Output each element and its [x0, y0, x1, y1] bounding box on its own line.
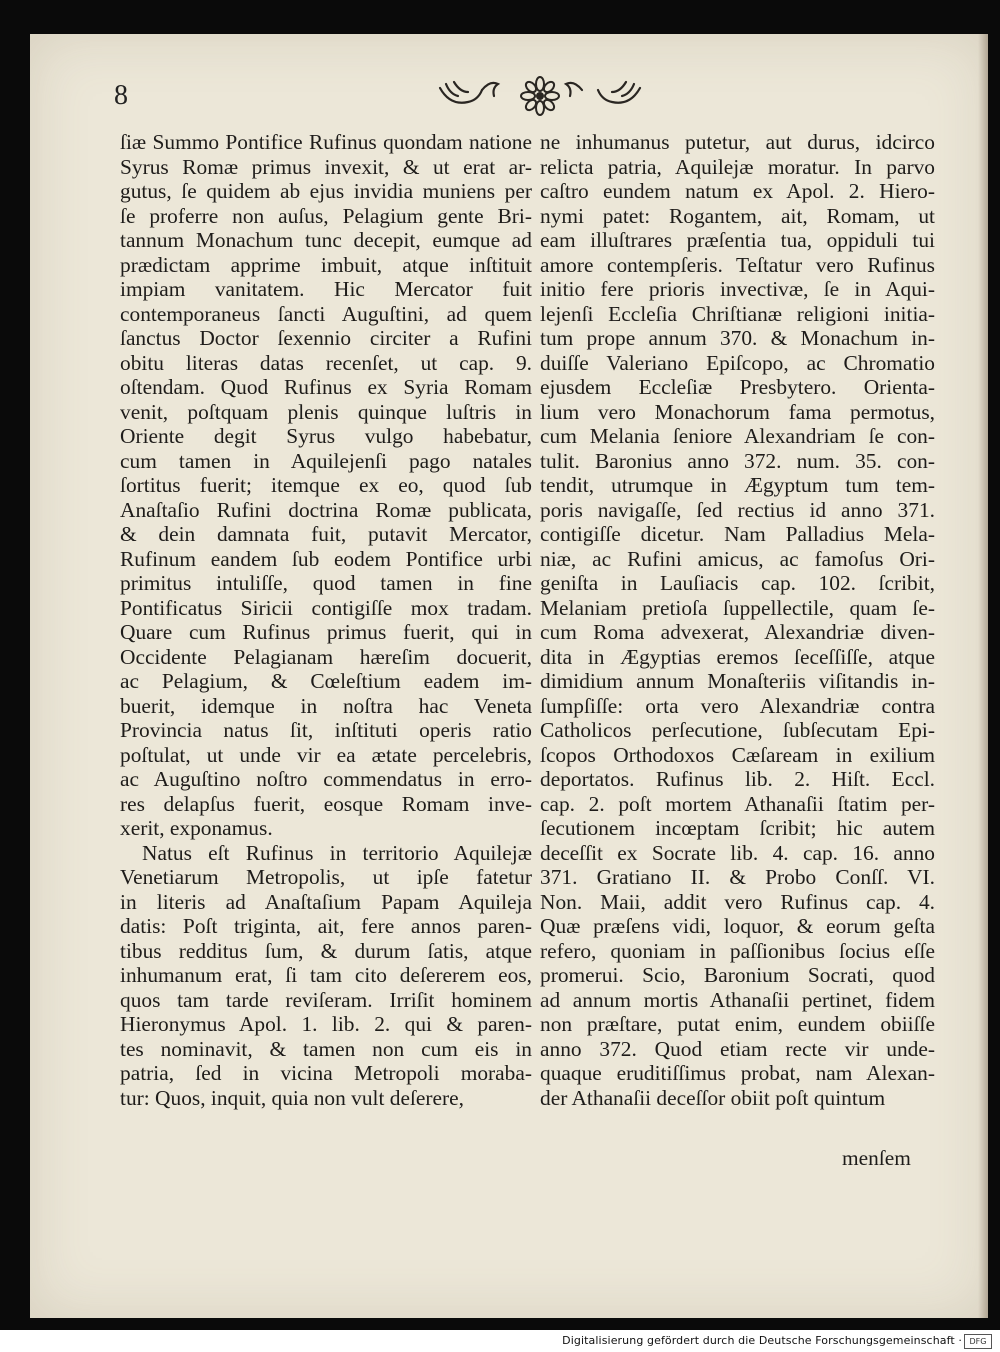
text-line: Hieronymus Apol. 1. lib. 2. qui & paren- [120, 1012, 532, 1036]
text-line: eam illuſtrares præſentia tua, oppiduli tui [540, 228, 935, 252]
text-line: amore contempſeris. Teſtatur vero Rufinus [540, 252, 935, 277]
catchword: menſem [842, 1146, 911, 1170]
text-line: non præſtare, putat enim, eundem obiiſſe [540, 1012, 935, 1036]
text-line: res delapſus fuerit, eosque Romam inve- [120, 791, 532, 816]
text-line: cum Melania ſeniore Alexandriam ſe con- [540, 424, 935, 448]
text-line: deportatos. Rufinus lib. 2. Hiſt. Eccl. [540, 767, 935, 791]
text-line: Melaniam pretioſa ſuppellectile, quam ſe- [540, 595, 935, 620]
text-line: venit, poſtquam plenis quinque luſtris in [120, 399, 532, 424]
text-line: Venetiarum Metropolis, ut ipſe fatetur [120, 865, 532, 889]
text-line: Occidente Pelagianam hæreſim docuerit, [120, 644, 532, 669]
text-line: contigiſſe dicetur. Nam Palladius Mela- [540, 522, 935, 546]
digitization-credit: Digitalisierung gefördert durch die Deutsche Forschungsgemeinschaft · [562, 1334, 962, 1347]
text-line: tulit. Baronius anno 372. num. 35. con- [540, 448, 935, 473]
text-line: geniſta in Lauſiacis cap. 102. ſcribit, [540, 571, 935, 595]
text-line: oſtendam. Quod Rufinus ex Syria Romam [120, 375, 532, 399]
text-line: obitu literas datas recenſet, ut cap. 9. [120, 350, 532, 375]
page-edge-shadow [978, 34, 988, 1318]
text-line: ejusdem Eccleſiæ Presbytero. Orienta- [540, 375, 935, 399]
text-line: Syrus Romæ primus invexit, & ut erat ar- [120, 154, 532, 179]
text-line: Quare cum Rufinus primus fuerit, qui in [120, 620, 532, 644]
page-number: 8 [114, 80, 128, 111]
text-line: prædictam apprime imbuit, atque inſtituit [120, 252, 532, 277]
text-line: cum Roma advexerat, Alexandriæ diven- [540, 620, 935, 644]
text-line: caſtro eundem natum ex Apol. 2. Hiero- [540, 179, 935, 203]
text-line: tibus redditus ſum, & durum ſatis, atque [120, 938, 532, 963]
text-line: niæ, ac Rufini amicus, ac famoſus Ori- [540, 546, 935, 571]
text-line: Oriente degit Syrus vulgo habebatur, [120, 424, 532, 448]
text-line: ne inhumanus putetur, aut durus, idcirco [540, 130, 935, 154]
text-line: ſecutionem incœptam ſcribit; hic autem [540, 816, 935, 840]
text-line: refero, quoniam in paſſionibus ſocius eſſe [540, 938, 935, 963]
text-line: ac Pelagium, & Cœleſtium eadem im- [120, 669, 532, 693]
text-line: tum prope annum 370. & Monachum in- [540, 326, 935, 350]
text-line: Rufinum eandem ſub eodem Pontifice urbi [120, 546, 532, 571]
text-line: poſtulat, ut unde vir ea ætate percelebris, [120, 742, 532, 767]
text-line: ſe proferre non auſus, Pelagium gente Bri- [120, 203, 532, 228]
text-line: dita in Ægyptias eremos ſeceſſiſſe, atque [540, 644, 935, 669]
text-line: tes nominavit, & tamen non cum eis in [120, 1036, 532, 1061]
text-line: Provincia natus ſit, inſtituti operis ratio [120, 718, 532, 742]
text-line: quaque eruditiſſimus probat, nam Alexan- [540, 1061, 935, 1085]
text-line: impiam vanitatem. Hic Mercator fuit [120, 277, 532, 301]
text-line: & dein damnata fuit, putavit Mercator, [120, 522, 532, 546]
text-line: xerit, exponamus. [120, 816, 273, 840]
text-line: der Athanaſii deceſſor obiit poſt quintum [540, 1085, 886, 1110]
text-line: ſortitus fuerit; itemque ex eo, quod ſub [120, 473, 532, 497]
text-line: ſanctus Doctor ſexennio circiter a Rufini [120, 326, 532, 350]
right-text-column [540, 130, 935, 1110]
text-line: ſcopos Orthodoxos Cæſaream in exilium [540, 742, 935, 767]
text-line: initio fere prioris invectivæ, ſe in Aqui- [540, 277, 935, 301]
text-line: ſiæ Summo Pontifice Rufinus quondam natione [120, 130, 532, 154]
text-line: cum tamen in Aquilejenſi pago natales [120, 448, 532, 473]
text-line: ad annum mortis Athanaſii pertinet, fidem [540, 987, 935, 1012]
text-line: dimidium annum Monaſteriis viſitandis in- [540, 669, 935, 693]
text-line: poris navigaſſe, ſed rectius id anno 371. [540, 497, 935, 522]
text-line: Quæ præſens vidi, loquor, & eorum geſta [540, 914, 935, 938]
text-line: promerui. Scio, Baronium Socrati, quod [540, 963, 935, 987]
text-line: tannum Monachum tunc decepit, eumque ad [120, 228, 532, 252]
dfg-logo: DFG [964, 1334, 992, 1349]
text-line: quos tam tarde reviſeram. Irriſit hominem [120, 987, 532, 1012]
text-line: 371. Gratiano II. & Probo Conſſ. VI. [540, 865, 935, 889]
text-line: Anaſtaſio Rufini doctrina Romæ publicata, [120, 497, 532, 522]
text-line: ſumpſiſſe: orta vero Alexandriæ contra [540, 693, 935, 718]
text-line: Non. Maii, addit vero Rufinus cap. 4. [540, 889, 935, 914]
text-line: cap. 2. poſt mortem Athanaſii ſtatim per- [540, 791, 935, 816]
text-line: lium vero Monachorum fama permotus, [540, 399, 935, 424]
text-line: ac Auguſtino noſtro commendatus in erro- [120, 767, 532, 791]
text-line: patria, ſed in vicina Metropoli moraba- [120, 1061, 532, 1085]
text-line: buerit, idemque in noſtra hac Veneta [120, 693, 532, 718]
text-line: duiſſe Valeriano Epiſcopo, ac Chromatio [540, 350, 935, 375]
text-line: Natus eſt Rufinus in territorio Aquilejæ [142, 840, 532, 865]
text-line: Catholicos perſecutione, ſubſecutam Epi- [540, 718, 935, 742]
text-line: Pontificatus Siricii contigiſſe mox tradam. [120, 595, 532, 620]
text-line: deceſſit ex Socrate lib. 4. cap. 16. anno [540, 840, 935, 865]
text-line: in literis ad Anaſtaſium Papam Aquileja [120, 889, 532, 914]
text-line: inhumanum erat, ſi tam cito deſererem eos, [120, 963, 532, 987]
fleuron-ornament-icon [410, 74, 670, 118]
text-line: lejenſi Eccleſia Chriſtianæ religioni initia- [540, 301, 935, 326]
left-text-column [120, 130, 532, 1110]
text-line: tendit, utrumque in Ægyptum tum tem- [540, 473, 935, 497]
text-line: anno 372. Quod etiam recte vir unde- [540, 1036, 935, 1061]
text-line: primitus intuliſſe, quod tamen in fine [120, 571, 532, 595]
text-line: datis: Poſt triginta, ait, fere annos paren- [120, 914, 532, 938]
text-line: relicta patria, Aquilejæ moratur. In parvo [540, 154, 935, 179]
text-line: tur: Quos, inquit, quia non vult deſerere, [120, 1085, 464, 1110]
text-line: nymi patet: Rogantem, ait, Romam, ut [540, 203, 935, 228]
text-line: gutus, ſe quidem ab ejus invidia muniens per [120, 179, 532, 203]
text-line: contemporaneus ſancti Auguſtini, ad quem [120, 301, 532, 326]
